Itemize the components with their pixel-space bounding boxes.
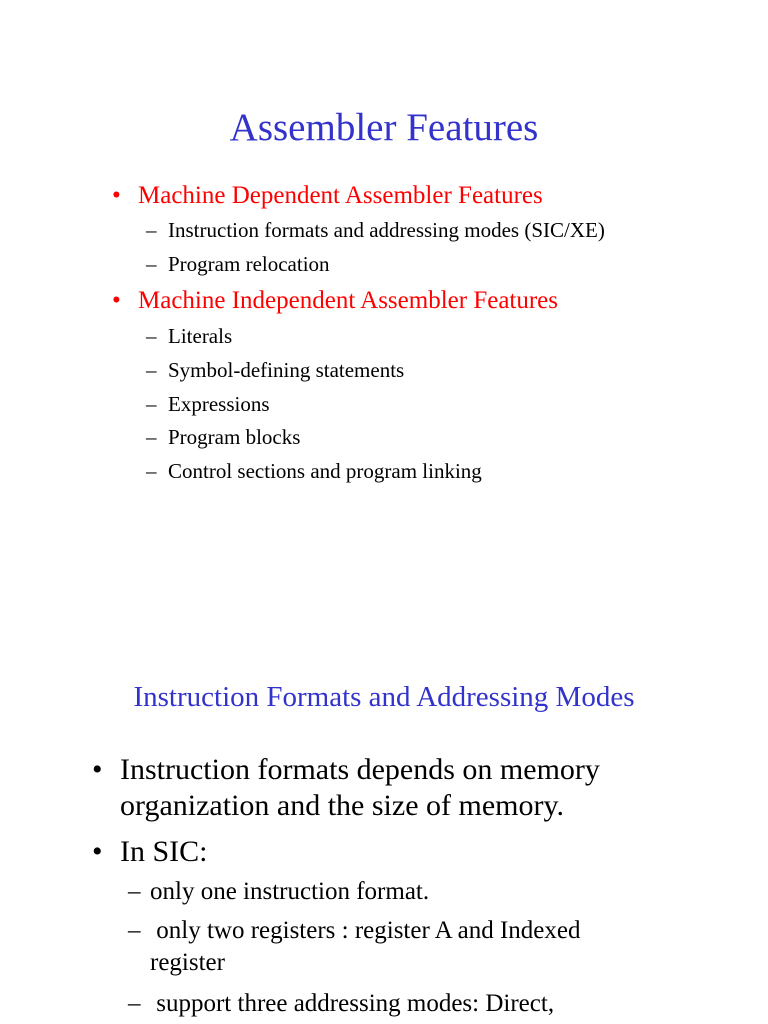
sub-item-three-addressing-modes: support three addressing modes: Direct, (150, 990, 555, 1017)
sub-bullet-marker: – (146, 218, 157, 242)
bullet-instruction-formats-line2: organization and the size of memory. (120, 789, 565, 822)
sub-bullet-marker: – (146, 324, 157, 348)
bullet-marker: • (92, 835, 103, 868)
sub-bullet-marker: – (128, 917, 141, 944)
sub-item-expressions: Expressions (168, 392, 270, 416)
bullet-heading-machine-dependent: Machine Dependent Assembler Features (138, 182, 543, 209)
sub-item-program-blocks: Program blocks (168, 425, 301, 449)
bullet-marker: • (92, 753, 103, 786)
sub-item-two-registers-line1: only two registers : register A and Indexed (150, 917, 581, 944)
sub-item-one-instruction-format: only one instruction format. (150, 878, 430, 905)
sub-item-literals: Literals (168, 324, 233, 348)
sub-item-instruction-formats: Instruction formats and addressing modes (SIC/XE) (168, 218, 605, 242)
sub-item-control-sections: Control sections and program linking (168, 459, 482, 483)
bullet-marker: • (112, 182, 121, 209)
sub-item-two-registers-line2: register (150, 949, 225, 976)
sub-bullet-marker: – (146, 425, 157, 449)
bullet-in-sic: In SIC: (120, 835, 208, 868)
sub-bullet-marker: – (146, 358, 157, 382)
sub-bullet-marker: – (128, 878, 141, 905)
slide1-title: Assembler Features (229, 106, 539, 149)
sub-item-symbol-defining: Symbol-defining statements (168, 358, 405, 382)
bullet-marker: • (112, 287, 121, 314)
slide2-title: Instruction Formats and Addressing Modes (133, 681, 635, 713)
bullet-heading-machine-independent: Machine Independent Assembler Features (138, 287, 559, 314)
sub-bullet-marker: – (128, 990, 141, 1017)
sub-bullet-marker: – (146, 392, 157, 416)
sub-bullet-marker: – (146, 252, 157, 276)
bullet-instruction-formats-line1: Instruction formats depends on memory (120, 753, 600, 786)
sub-bullet-marker: – (146, 459, 157, 483)
sub-item-program-relocation: Program relocation (168, 252, 330, 276)
